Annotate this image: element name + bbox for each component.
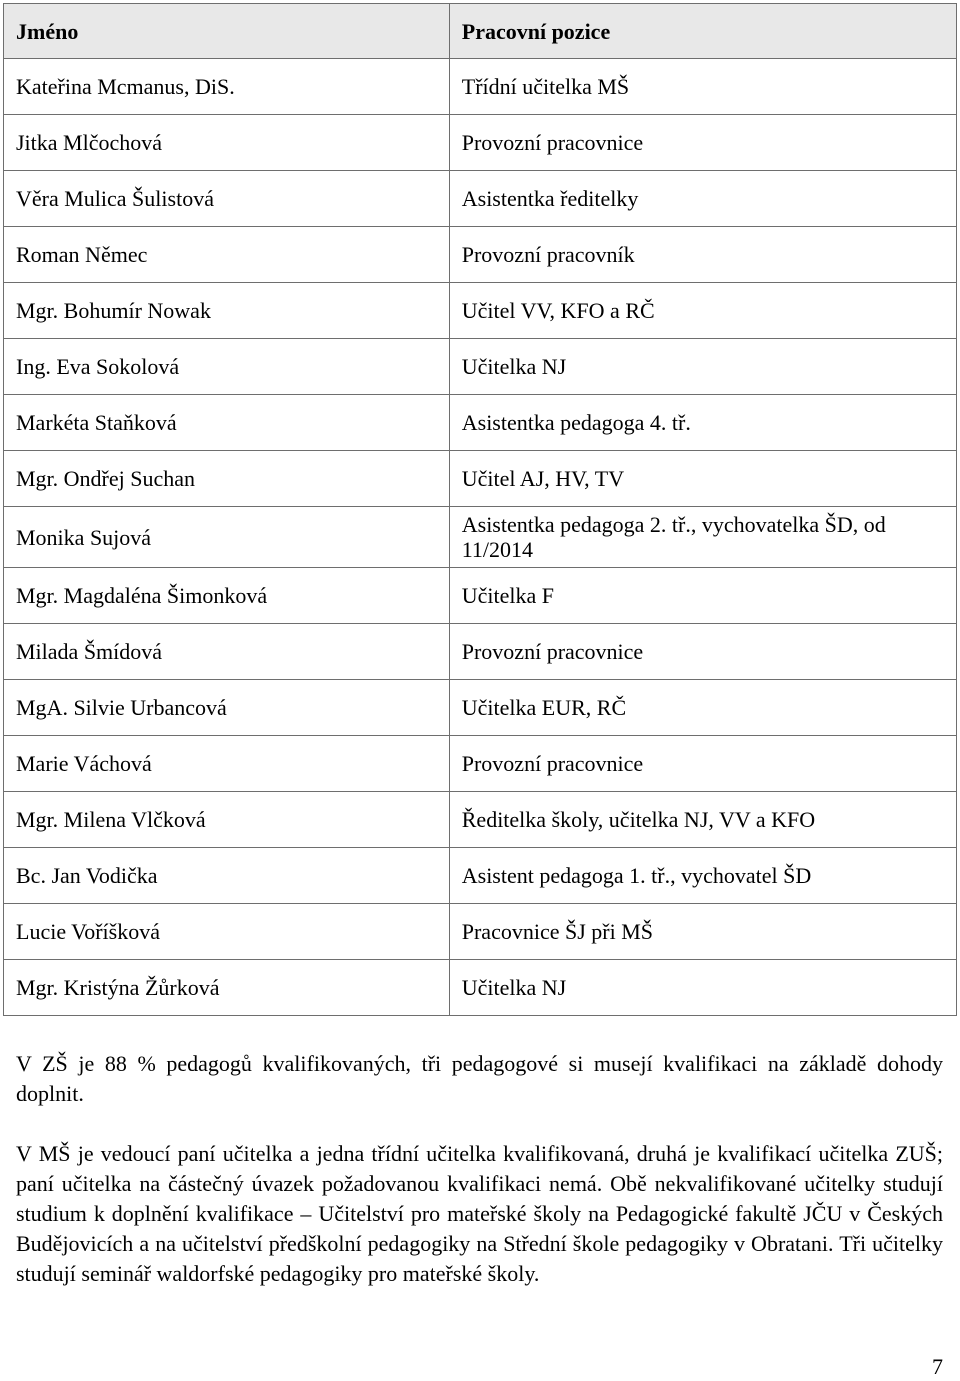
staff-position: Učitel AJ, HV, TV: [449, 451, 956, 507]
staff-position: Provozní pracovnice: [449, 624, 956, 680]
staff-name: Monika Sujová: [4, 507, 450, 568]
staff-name: Ing. Eva Sokolová: [4, 339, 450, 395]
table-row: [4, 339, 957, 395]
table-row: [4, 848, 957, 904]
table-row: [4, 507, 957, 568]
staff-name: Marie Váchová: [4, 736, 450, 792]
table-row: [4, 451, 957, 507]
staff-name: MgA. Silvie Urbancová: [4, 680, 450, 736]
table-row: [4, 680, 957, 736]
paragraph-zs-qualification: V ZŠ je 88 % pedagogů kvalifikovaných, tři pedagogové si musejí kvalifikaci na základě dohody doplnit.: [16, 1051, 943, 1106]
table-row: [4, 792, 957, 848]
table-row: [4, 736, 957, 792]
table-row: [4, 115, 957, 171]
staff-position: Provozní pracovnice: [449, 115, 956, 171]
table-row: [4, 960, 957, 1016]
staff-position: Asistent pedagoga 1. tř., vychovatel ŠD: [449, 848, 956, 904]
staff-name: Milada Šmídová: [4, 624, 450, 680]
staff-position: Provozní pracovník: [449, 227, 956, 283]
staff-name: Mgr. Ondřej Suchan: [4, 451, 450, 507]
staff-name: Mgr. Magdaléna Šimonková: [4, 568, 450, 624]
staff-position: Učitel VV, KFO a RČ: [449, 283, 956, 339]
table-header-row: [4, 4, 957, 59]
staff-position: Učitelka NJ: [449, 339, 956, 395]
header-position: Pracovní pozice: [449, 4, 956, 59]
staff-position: Učitelka EUR, RČ: [449, 680, 956, 736]
staff-name: Roman Němec: [4, 227, 450, 283]
staff-position: Pracovnice ŠJ při MŠ: [449, 904, 956, 960]
staff-table: [3, 3, 957, 1016]
staff-name: Kateřina Mcmanus, DiS.: [4, 59, 450, 115]
table-row: [4, 59, 957, 115]
staff-position: Provozní pracovnice: [449, 736, 956, 792]
staff-name: Bc. Jan Vodička: [4, 848, 450, 904]
table-row: [4, 283, 957, 339]
page-number: 7: [932, 1354, 943, 1379]
table-row: [4, 568, 957, 624]
paragraph-ms-qualification: V MŠ je vedoucí paní učitelka a jedna třídní učitelka kvalifikovaná, druhá je kvalifikací učitelka ZUŠ; paní učitelka na částečný úvazek požadovanou kvalifikaci nemá. Obě nekvalifikované učitelky studují studium k doplnění kvalifikace – Učitelství pro mateřské školy na Pedagogické fakultě JČU v Českých Budějovicích a na učitelství předškolní pedagogiky na Střední škole pedagogiky v Obratani. Tři učitelky studují seminář waldorfské pedagogiky pro mateřské školy.: [16, 1141, 943, 1286]
staff-position: Ředitelka školy, učitelka NJ, VV a KFO: [449, 792, 956, 848]
table-row: [4, 171, 957, 227]
staff-name: Mgr. Milena Vlčková: [4, 792, 450, 848]
staff-position: Učitelka NJ: [449, 960, 956, 1016]
staff-position: Třídní učitelka MŠ: [449, 59, 956, 115]
staff-name: Věra Mulica Šulistová: [4, 171, 450, 227]
staff-position: Asistentka pedagoga 4. tř.: [449, 395, 956, 451]
staff-position: Asistentka ředitelky: [449, 171, 956, 227]
staff-name: Jitka Mlčochová: [4, 115, 450, 171]
staff-name: Lucie Voříšková: [4, 904, 450, 960]
staff-name: Markéta Staňková: [4, 395, 450, 451]
staff-name: Mgr. Kristýna Žůrková: [4, 960, 450, 1016]
staff-name: Mgr. Bohumír Nowak: [4, 283, 450, 339]
table-row: [4, 904, 957, 960]
header-name: Jméno: [4, 4, 450, 59]
staff-position: Asistentka pedagoga 2. tř., vychovatelka ŠD, od 11/2014: [449, 507, 956, 568]
table-row: [4, 624, 957, 680]
table-row: [4, 395, 957, 451]
table-row: [4, 227, 957, 283]
staff-position: Učitelka F: [449, 568, 956, 624]
